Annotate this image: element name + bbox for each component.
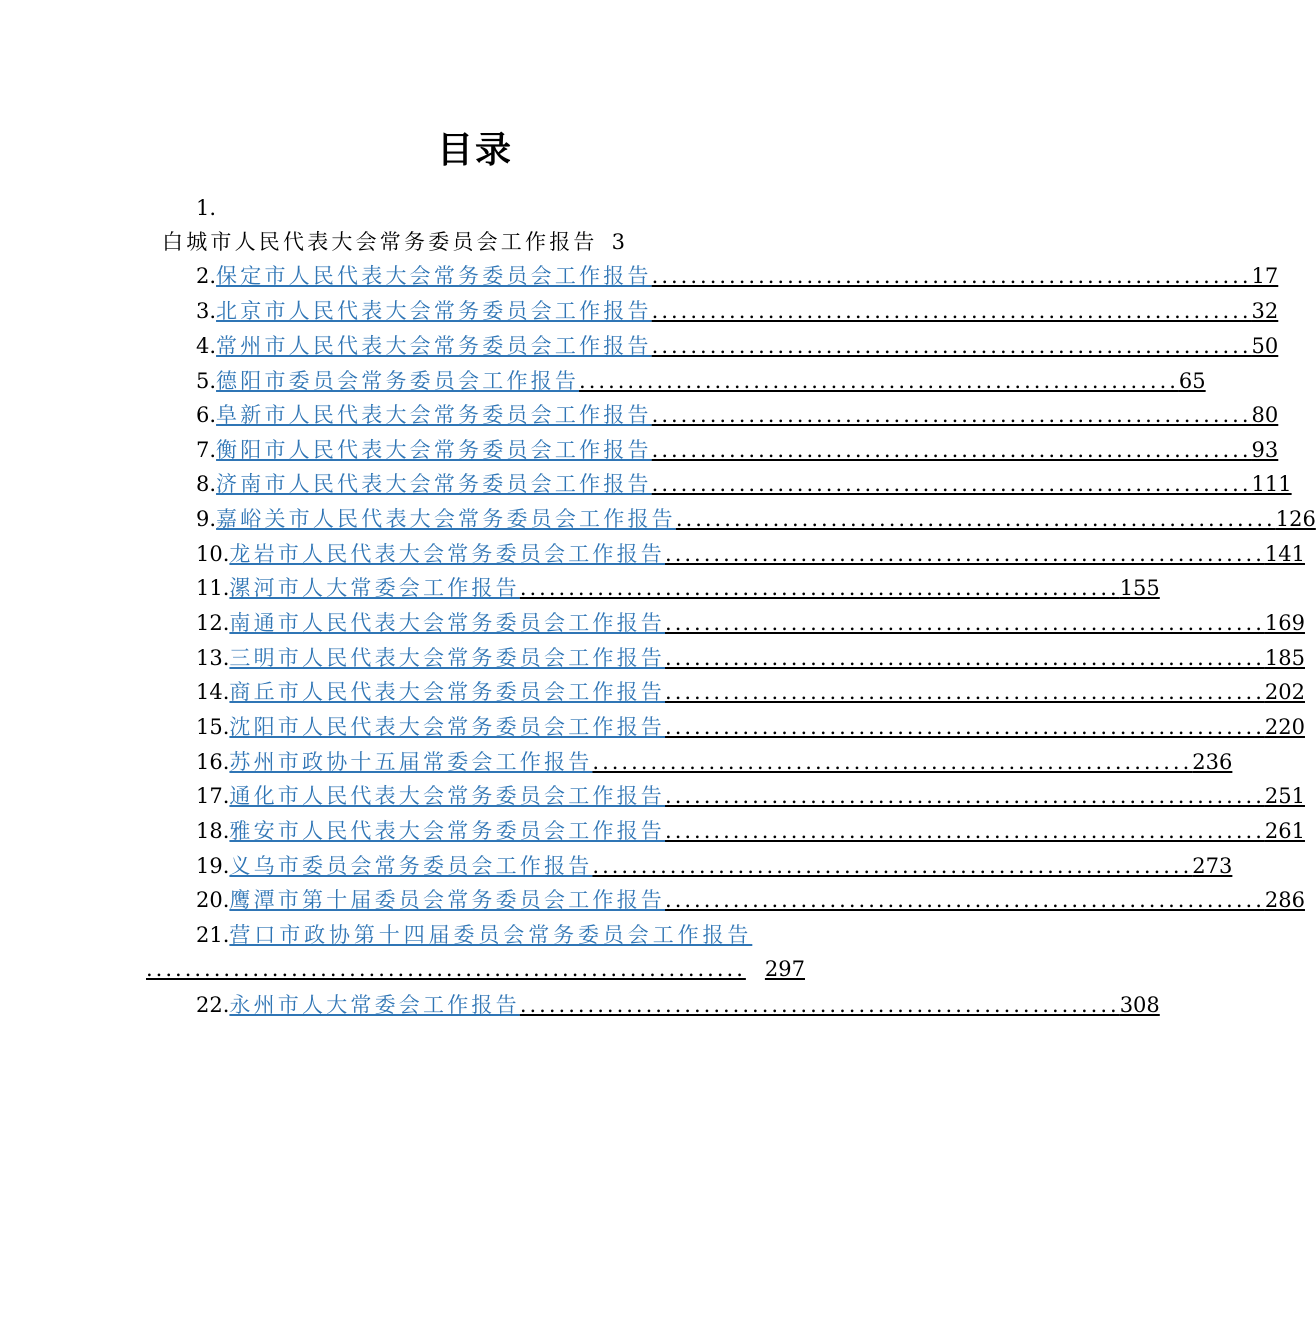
- toc-entry-page: 251: [1264, 784, 1305, 808]
- toc-entry-leader-dots: ..............................................................: [579, 369, 1179, 393]
- toc-entry-title[interactable]: 阜新市人民代表大会常务委员会工作报告: [216, 403, 652, 427]
- toc-entry-title[interactable]: 永州市人大常委会工作报告: [229, 993, 520, 1017]
- toc-entry-leader-dots: ..............................................................: [146, 957, 746, 981]
- toc-entry-title[interactable]: 保定市人民代表大会常务委员会工作报告: [216, 264, 652, 288]
- toc-entry-22[interactable]: [196, 989, 1160, 1019]
- toc-entry-page: 261: [1264, 819, 1305, 843]
- toc-entry-5[interactable]: [196, 365, 1206, 395]
- toc-entry-number: 8.: [196, 472, 217, 496]
- toc-entry-title[interactable]: 北京市人民代表大会常务委员会工作报告: [216, 299, 652, 323]
- toc-entry-page: 155: [1119, 576, 1160, 600]
- toc-entry-title[interactable]: 嘉峪关市人民代表大会常务委员会工作报告: [216, 507, 676, 531]
- toc-entry-title[interactable]: 常州市人民代表大会常务委员会工作报告: [216, 334, 652, 358]
- toc-entry-leader-dots: ..............................................................: [665, 715, 1265, 739]
- toc-entry-title[interactable]: 三明市人民代表大会常务委员会工作报告: [229, 646, 666, 670]
- toc-entry-title[interactable]: 通化市人民代表大会常务委员会工作报告: [229, 784, 666, 808]
- toc-entry-title[interactable]: 衡阳市人民代表大会常务委员会工作报告: [216, 438, 652, 462]
- toc-entry-number: 12.: [196, 611, 230, 635]
- toc-entry-page: 65: [1178, 369, 1206, 393]
- toc-entry-15[interactable]: [196, 711, 1305, 741]
- toc-entry-6[interactable]: [196, 399, 1279, 429]
- toc-entry-leader-dots: ..............................................................: [651, 403, 1252, 427]
- toc-entry-7[interactable]: [196, 434, 1279, 464]
- toc-entry-number: 6.: [196, 403, 217, 427]
- toc-entry-number: 15.: [196, 715, 230, 739]
- toc-entry-page: 185: [1264, 646, 1305, 670]
- toc-entry-4[interactable]: [196, 330, 1279, 360]
- toc-entry-page: 93: [1251, 438, 1279, 462]
- toc-entry-title[interactable]: 沈阳市人民代表大会常务委员会工作报告: [229, 715, 666, 739]
- toc-entry-page: 111: [1251, 472, 1292, 496]
- toc-entry-title: 白城市人民代表大会常务委员会工作报告: [162, 230, 598, 254]
- toc-entry-8[interactable]: [196, 468, 1292, 498]
- toc-entry-page: 273: [1192, 854, 1233, 878]
- toc-entry-19[interactable]: [196, 850, 1233, 880]
- toc-entry-page: 141: [1264, 542, 1305, 566]
- toc-entry-leader-dots: ..............................................................: [651, 264, 1252, 288]
- toc-entry-number: 18.: [196, 819, 230, 843]
- toc-entry-11[interactable]: [196, 572, 1160, 602]
- toc-entry-number: 10.: [196, 542, 230, 566]
- toc-entry-page: 126: [1275, 507, 1316, 531]
- toc-entry-page: 286: [1264, 888, 1305, 912]
- toc-entry-number: 16.: [196, 750, 230, 774]
- toc-entry-12[interactable]: [196, 607, 1305, 637]
- toc-entry-leader-dots: ..............................................................: [665, 542, 1265, 566]
- toc-entry-page: 220: [1264, 715, 1305, 739]
- toc-entry-title[interactable]: 鹰潭市第十届委员会常务委员会工作报告: [229, 888, 666, 912]
- toc-entry-17[interactable]: [196, 780, 1305, 810]
- toc-entry-title[interactable]: 德阳市委员会常务委员会工作报告: [216, 369, 580, 393]
- toc-entry-leader-dots: ..............................................................: [519, 993, 1120, 1017]
- toc-entry-18[interactable]: [196, 815, 1305, 845]
- toc-entry-1-number: 1.: [196, 196, 217, 220]
- toc-entry-leader-dots: ..............................................................: [651, 472, 1252, 496]
- toc-entry-page: 32: [1251, 299, 1279, 323]
- toc-entry-number: 14.: [196, 680, 230, 704]
- page-title: 目录: [436, 129, 513, 171]
- toc-entry-title[interactable]: 营口市政协第十四届委员会常务委员会工作报告: [229, 923, 753, 947]
- toc-entry-leader-dots: ..............................................................: [592, 750, 1193, 774]
- toc-entry-leader-dots: ..............................................................: [651, 438, 1252, 462]
- toc-entry-number: 21.: [196, 923, 230, 947]
- toc-entry-leader-dots: ..............................................................: [665, 680, 1265, 704]
- toc-entry-page: 308: [1119, 993, 1160, 1017]
- toc-entry-number: 17.: [196, 784, 230, 808]
- toc-entry-page: 169: [1264, 611, 1305, 635]
- toc-entry-number: 19.: [196, 854, 230, 878]
- toc-entry-page: 236: [1192, 750, 1233, 774]
- toc-entry-leader-dots: ..............................................................: [665, 646, 1265, 670]
- toc-entry-leader-dots: ..............................................................: [651, 299, 1252, 323]
- toc-entry-title[interactable]: 漯河市人大常委会工作报告: [229, 576, 520, 600]
- toc-entry-leader-dots: ..............................................................: [519, 576, 1120, 600]
- toc-entry-14[interactable]: [196, 676, 1305, 706]
- toc-entry-leader-dots: ..............................................................: [665, 888, 1265, 912]
- toc-entry-leader-dots: ..............................................................: [592, 854, 1193, 878]
- toc-entry-number: 20.: [196, 888, 230, 912]
- toc-entry-page: 297: [764, 957, 805, 981]
- toc-entry-21-leader[interactable]: [146, 955, 805, 983]
- toc-entry-2[interactable]: [196, 260, 1279, 290]
- toc-entry-title[interactable]: 雅安市人民代表大会常务委员会工作报告: [229, 819, 666, 843]
- toc-entry-title[interactable]: 义乌市委员会常务委员会工作报告: [229, 854, 593, 878]
- toc-entry-page: 80: [1251, 403, 1279, 427]
- toc-entry-number: 11.: [196, 576, 230, 600]
- toc-entry-number: 2.: [196, 264, 217, 288]
- toc-entry-16[interactable]: [196, 746, 1233, 776]
- toc-entry-9[interactable]: [196, 503, 1316, 533]
- toc-entry-number: 3.: [196, 299, 217, 323]
- toc-entry-10[interactable]: [196, 538, 1305, 568]
- toc-entry-20[interactable]: [196, 884, 1305, 914]
- toc-entry-number: 9.: [196, 507, 217, 531]
- toc-entry-page: 3: [611, 230, 629, 254]
- toc-entry-title[interactable]: 济南市人民代表大会常务委员会工作报告: [216, 472, 652, 496]
- toc-entry-page: 17: [1251, 264, 1279, 288]
- toc-entry-leader-dots: ..............................................................: [675, 507, 1276, 531]
- toc-entry-leader-dots: ..............................................................: [665, 819, 1265, 843]
- toc-entry-number: 5.: [196, 369, 217, 393]
- toc-entry-page: 50: [1251, 334, 1279, 358]
- toc-entry-3[interactable]: [196, 295, 1279, 325]
- toc-entry-number: 13.: [196, 646, 230, 670]
- toc-entry-number: 4.: [196, 334, 217, 358]
- toc-entry-21[interactable]: [196, 921, 805, 949]
- toc-entry-title[interactable]: 苏州市政协十五届常委会工作报告: [229, 750, 593, 774]
- toc-entry-leader-dots: ..............................................................: [665, 784, 1265, 808]
- toc-entry-number: 22.: [196, 993, 230, 1017]
- toc-entry-page: 202: [1264, 680, 1305, 704]
- toc-entry-title[interactable]: 南通市人民代表大会常务委员会工作报告: [229, 611, 666, 635]
- toc-entry-13[interactable]: [196, 642, 1305, 672]
- toc-entry-leader-dots: ..............................................................: [665, 611, 1265, 635]
- toc-entry-number: 7.: [196, 438, 217, 462]
- toc-entry-title[interactable]: 商丘市人民代表大会常务委员会工作报告: [229, 680, 666, 704]
- toc-entry-leader-dots: ..............................................................: [651, 334, 1252, 358]
- toc-entry-1[interactable]: [162, 228, 628, 256]
- toc-entry-title[interactable]: 龙岩市人民代表大会常务委员会工作报告: [229, 542, 666, 566]
